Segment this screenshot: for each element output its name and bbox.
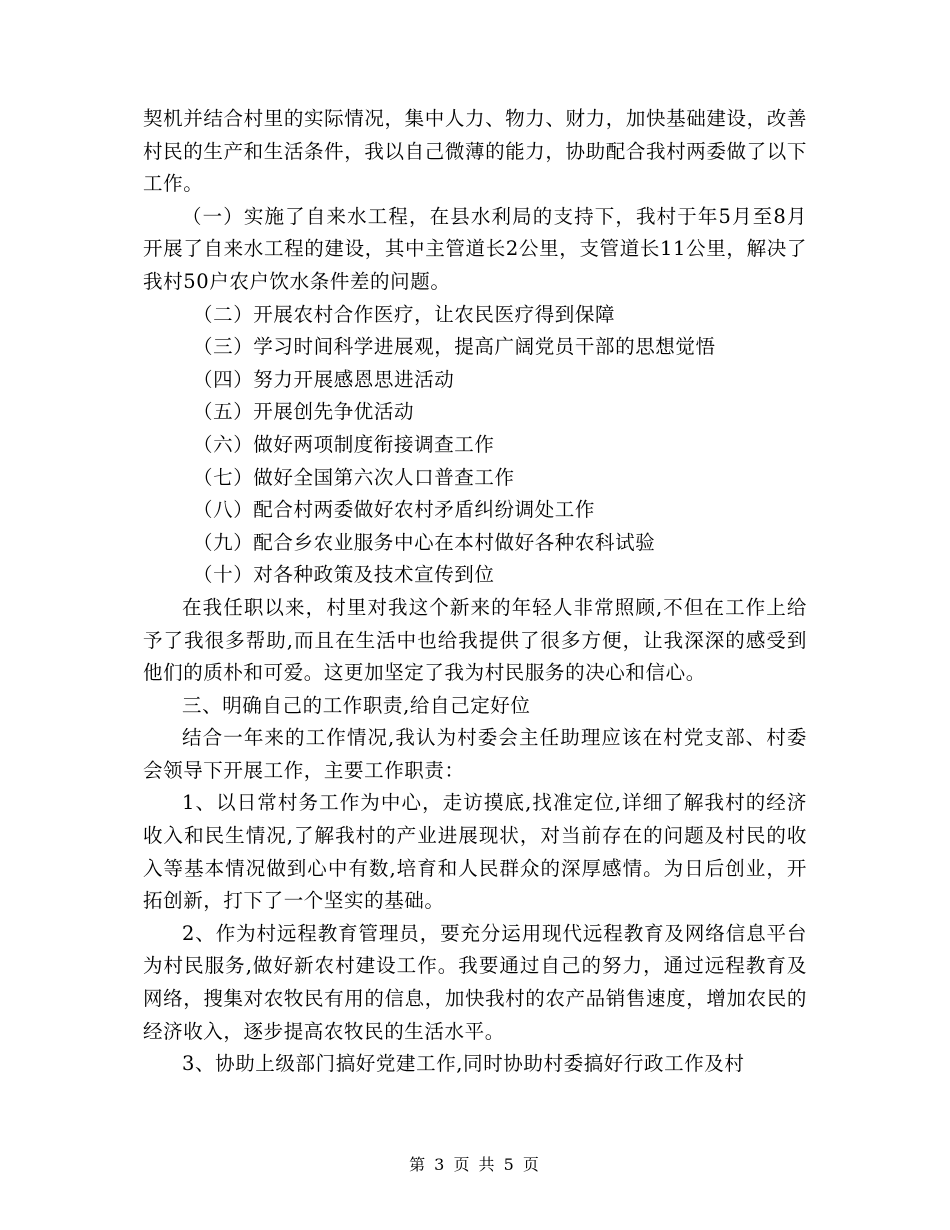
- list-item: （十）对各种政策及技术宣传到位: [193, 563, 495, 587]
- list-item: （九）配合乡农业服务中心在本村做好各种农科试验: [193, 530, 656, 554]
- list-item: （五）开展创先争优活动: [193, 400, 415, 424]
- paragraph-gratitude: 在我任职以来，村里对我这个新来的年轻人非常照顾,不但在工作上给予了我很多帮助,而且在生活中也给我提供了很多方便，让我深深的感受到他们的质朴和可爱。这更加坚定了我为村民服务的决心和信心。: [143, 595, 807, 685]
- list-item: （八）配合村两委做好农村矛盾纠纷调处工作: [193, 498, 596, 522]
- list-item: （四）努力开展感恩思进活动: [193, 367, 455, 391]
- paragraph-duty-3: 3、协助上级部门搞好党建工作,同时协助村委搞好行政工作及村: [182, 1052, 745, 1076]
- paragraph-duty-2: 2、作为村远程教育管理员，要充分运用现代远程教育及网络信息平台为村民服务,做好新农村建设工作。我要通过自己的努力，通过远程教育及网络，搜集对农牧民有用的信息，加快我村的农产品销售速度，增加农民的经济收入，逐步提高农牧民的生活水平。: [143, 921, 807, 1043]
- list-item: （六）做好两项制度衔接调查工作: [193, 432, 495, 456]
- page-number-footer: 第 3 页 共 5 页: [409, 1155, 541, 1174]
- list-item: （七）做好全国第六次人口普查工作: [193, 465, 515, 489]
- paragraph-duty-1: 1、以日常村务工作为中心，走访摸底,找准定位,详细了解我村的经济收入和民生情况,了解我村的产业进展现状，对当前存在的问题及村民的收入等基本情况做到心中有数,培育和人民群众的深厚感情。为日后创业，开拓创新，打下了一个坚实的基础。: [143, 791, 807, 913]
- list-item: （二）开展农村合作医疗，让农民医疗得到保障: [193, 302, 616, 326]
- document-body: [143, 103, 807, 1081]
- paragraph-intro: 契机并结合村里的实际情况，集中人力、物力、财力，加快基础建设，改善村民的生产和生活条件，我以自己微薄的能力，协助配合我村两委做了以下工作。: [143, 107, 807, 196]
- section-heading: 三、明确自己的工作职责,给自己定好位: [182, 693, 531, 717]
- paragraph-duties-intro: 结合一年来的工作情况,我认为村委会主任助理应该在村党支部、村委会领导下开展工作，主要工作职责：: [143, 726, 807, 782]
- paragraph-item-1: （一）实施了自来水工程，在县水利局的支持下，我村于年5月至8月开展了自来水工程的建设，其中主管道长2公里，支管道长11公里，解决了我村50户农户饮水条件差的问题。: [143, 204, 807, 293]
- list-item: （三）学习时间科学进展观，提高广阔党员干部的思想觉悟: [193, 335, 716, 359]
